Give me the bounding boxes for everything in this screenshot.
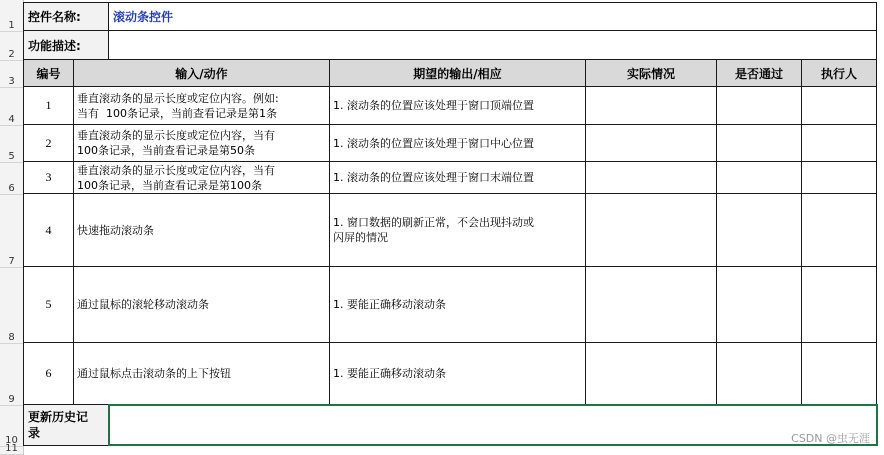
row-separator (0, 87, 23, 88)
row-separator (0, 31, 23, 32)
cell-executor[interactable] (801, 266, 877, 343)
row-separator (0, 267, 23, 268)
row-header-column (0, 0, 24, 455)
cell-actual[interactable] (585, 342, 717, 405)
control-name-label: 控件名称: (23, 2, 109, 31)
cell-id[interactable]: 3 (23, 161, 74, 194)
row-number[interactable]: 7 (8, 256, 15, 267)
cell-executor[interactable] (801, 86, 877, 125)
col-header-pass: 是否通过 (716, 59, 802, 87)
cell-action[interactable]: 垂直滚动条的显示长度或定位内容，当有 100条记录，当前查看记录是第100条 (73, 161, 330, 194)
row-number[interactable]: 9 (8, 394, 15, 405)
cell-action[interactable]: 垂直滚动条的显示长度或定位内容，当有 100条记录，当前查看记录是第50条 (73, 124, 330, 162)
cell-pass[interactable] (716, 342, 802, 405)
cell-action[interactable]: 快速拖动滚动条 (73, 193, 330, 267)
row-number[interactable]: 10 (5, 435, 18, 446)
cell-actual[interactable] (585, 124, 717, 162)
row-separator (0, 194, 23, 195)
row-number[interactable]: 11 (5, 443, 18, 454)
cell-pass[interactable] (716, 193, 802, 267)
cell-id[interactable]: 6 (23, 342, 74, 405)
cell-action[interactable]: 通过鼠标的滚轮移动滚动条 (73, 266, 330, 343)
row-number[interactable]: 6 (8, 183, 15, 194)
col-header-actual: 实际情况 (585, 59, 717, 87)
cell-expected[interactable]: 1. 滚动条的位置应该处理于窗口顶端位置 (329, 86, 586, 125)
cell-id[interactable]: 2 (23, 124, 74, 162)
cell-executor[interactable] (801, 124, 877, 162)
control-name-value[interactable]: 滚动条控件 (108, 2, 877, 31)
row-separator (0, 162, 23, 163)
row-number[interactable]: 8 (8, 332, 15, 343)
row-separator (0, 343, 23, 344)
cell-expected[interactable]: 1. 要能正确移动滚动条 (329, 266, 586, 343)
cell-pass[interactable] (716, 161, 802, 194)
cell-action[interactable]: 通过鼠标点击滚动条的上下按钮 (73, 342, 330, 405)
row-number[interactable]: 3 (8, 76, 15, 87)
cell-pass[interactable] (716, 86, 802, 125)
row-separator (0, 60, 23, 61)
cell-id[interactable]: 5 (23, 266, 74, 343)
cell-actual[interactable] (585, 193, 717, 267)
cell-executor[interactable] (801, 161, 877, 194)
col-header-action: 输入/动作 (73, 59, 330, 87)
cell-expected[interactable]: 1. 滚动条的位置应该处理于窗口中心位置 (329, 124, 586, 162)
cell-actual[interactable] (585, 86, 717, 125)
description-label: 功能描述: (23, 30, 109, 60)
col-header-id: 编号 (23, 59, 74, 87)
cell-pass[interactable] (716, 124, 802, 162)
history-label: 更新历史记 录 (23, 404, 109, 446)
cell-expected[interactable]: 1. 滚动条的位置应该处理于窗口末端位置 (329, 161, 586, 194)
history-value[interactable] (108, 404, 878, 446)
cell-expected[interactable]: 1. 窗口数据的刷新正常，不会出现抖动或 闪屏的情况 (329, 193, 586, 267)
cell-expected[interactable]: 1. 要能正确移动滚动条 (329, 342, 586, 405)
cell-executor[interactable] (801, 193, 877, 267)
row-number[interactable]: 1 (8, 20, 15, 31)
cell-pass[interactable] (716, 266, 802, 343)
row-number[interactable]: 4 (8, 114, 15, 125)
row-separator (0, 405, 23, 406)
watermark: CSDN @虫无涯 (791, 432, 870, 445)
row-separator (0, 125, 23, 126)
cell-action[interactable]: 垂直滚动条的显示长度或定位内容。例如: 当有 100条记录，当前查看记录是第1条 (73, 86, 330, 125)
cell-actual[interactable] (585, 161, 717, 194)
col-header-expected: 期望的输出/相应 (329, 59, 586, 87)
description-value[interactable] (108, 30, 877, 60)
cell-id[interactable]: 1 (23, 86, 74, 125)
row-number[interactable]: 5 (8, 151, 15, 162)
col-header-executor: 执行人 (801, 59, 877, 87)
cell-id[interactable]: 4 (23, 193, 74, 267)
cell-executor[interactable] (801, 342, 877, 405)
row-number[interactable]: 2 (8, 49, 15, 60)
cell-actual[interactable] (585, 266, 717, 343)
